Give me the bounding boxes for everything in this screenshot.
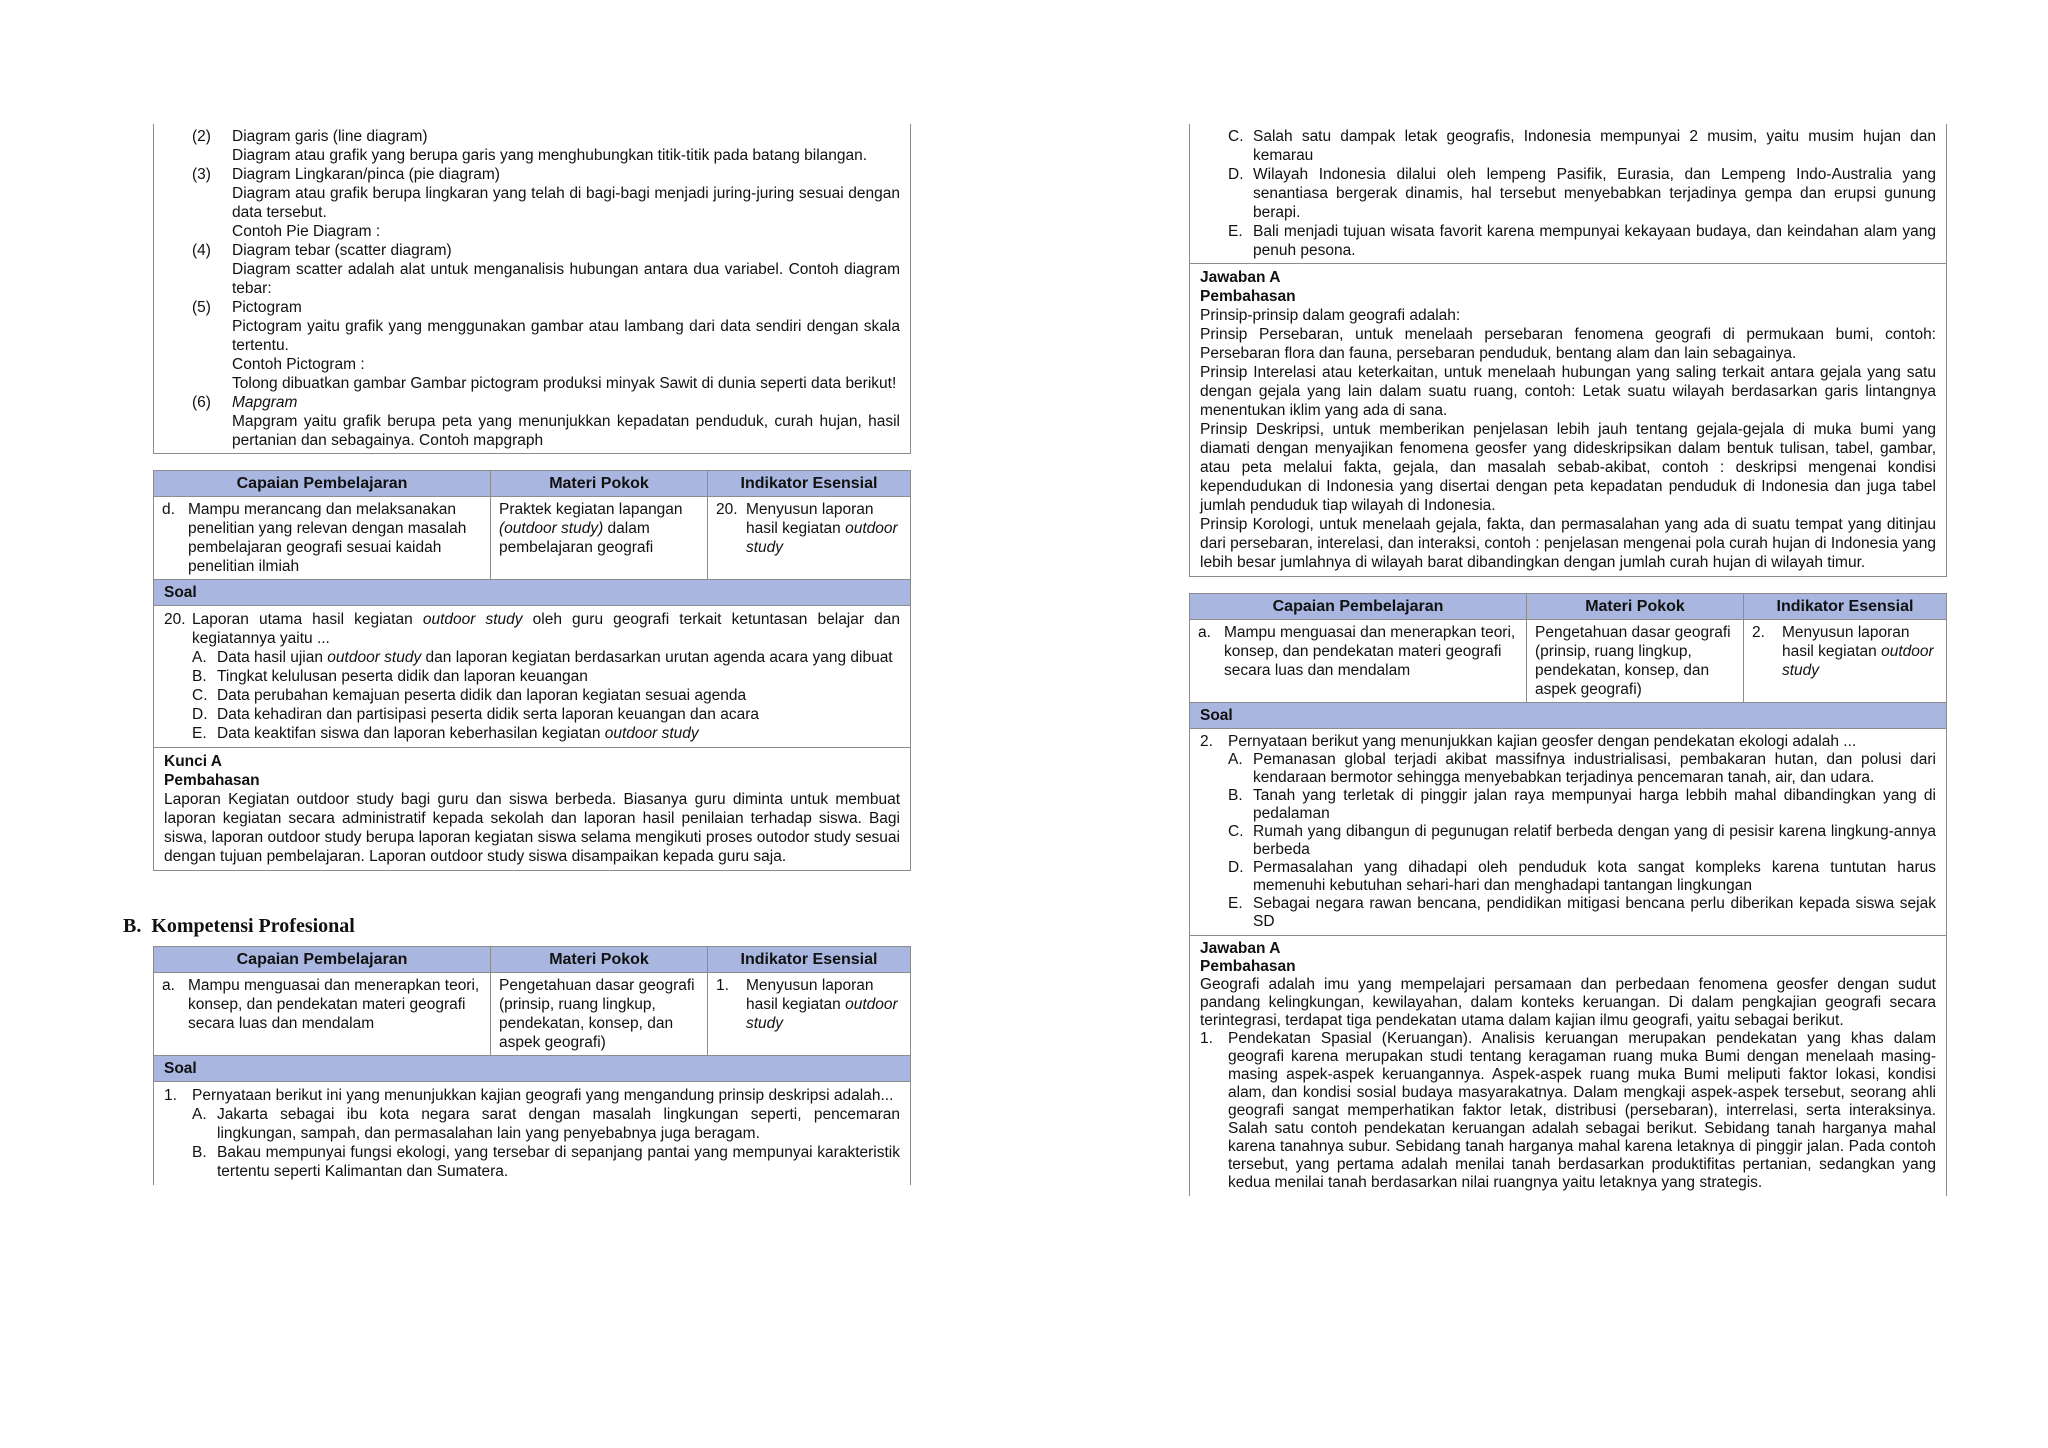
- answer-key: Jawaban A: [1200, 940, 1281, 957]
- list-item: (2) Diagram garis (line diagram) Diagram atau grafik yang berupa garis yang menghubungkan titik-titik pada batang bilangan.: [192, 128, 868, 164]
- cp-cell: d. Mampu merancang dan melaksanakan penelitian yang relevan dengan masalah pembelajaran geografi sesuai kaidah penelitian ilmiah: [154, 497, 491, 580]
- diagram-list-box: [153, 124, 911, 454]
- answer-option: D. Data kehadiran dan partisipasi peserta didik serta laporan keuangan dan acara: [192, 706, 759, 723]
- header-capaian: Capaian Pembelajaran: [154, 947, 491, 973]
- question-block: 2. Pernyataan berikut yang menunjukkan kajian geosfer dengan pendekatan ekologi adalah ... A. Pemanasan global terjadi akibat massifnya industrialisasi, pembakaran hutan, dan polusi dari kendaraan bermotor sehingga menyebabkan terjadinya pencemaran tanah, air, dan udara. B. Tanah yang terletak di pinggir jalan raya mempunyai harga lebbih mahal dibandingkan yang di pedalaman C. Rumah yang dibangun di pegunugan relatif berbeda dengan yang di pesisir karena lingkung-annya berbeda D. Permasalahan yang dihadapi oleh penduduk kota sangat kompleks karena tuntutan harus memenuhi kebutuhan sehari-hari dan menghadapi tantangan lingkungan E. Sebagai negara rawan bencana, pendidikan mitigasi bencana perlu diberikan kepada siswa sejak SD: [1189, 729, 1947, 936]
- options-continued-box: [1189, 124, 1947, 264]
- left-page: [123, 124, 911, 1185]
- answer-option: B. Tanah yang terletak di pinggir jalan raya mempunyai harga lebbih mahal dibandingkan yang di pedalaman: [1228, 787, 1936, 822]
- question-block: 20. Laporan utama hasil kegiatan outdoor study oleh guru geografi terkait ketuntasan belajar dan kegiatannya yaitu ... A. Data hasil ujian outdoor study dan laporan kegiatan berdasarkan urutan agenda acara yang dibuat B. Tingkat kelulusan peserta didik dan laporan keuangan C. Data perubahan kemajuan peserta didik dan laporan kegiatan sesuai agenda D. Data kehadiran dan partisipasi peserta didik serta laporan keuangan dan acara E. Data keaktifan siswa dan laporan keberhasilan kegiatan outdoor study: [153, 606, 911, 748]
- right-page: [1189, 124, 1947, 1196]
- cp-cell: a. Mampu menguasai dan menerapkan teori, konsep, dan pendekatan materi geografi secara luas dan mendalam: [1190, 620, 1527, 703]
- pembahasan-label: Pembahasan: [1200, 958, 1296, 975]
- list-item: (5) Pictogram Pictogram yaitu grafik yang menggunakan gambar atau lambang dari data sendiri dengan skala tertentu. Contoh Pictogram : Tolong dibuatkan gambar Gambar pictogram produksi minyak Sawit di dunia seperti data berikut!: [192, 299, 900, 392]
- header-materi: Materi Pokok: [491, 471, 708, 497]
- answer-option: C. Salah satu dampak letak geografis, Indonesia mempunyai 2 musim, yaitu musim hujan dan kemarau: [1228, 128, 1936, 164]
- header-capaian: Capaian Pembelajaran: [154, 471, 491, 497]
- header-indikator: Indikator Esensial: [708, 947, 911, 973]
- cp-cell: a. Mampu menguasai dan menerapkan teori, konsep, dan pendekatan materi geografi secara luas dan mendalam: [154, 973, 491, 1056]
- cp-table: [153, 946, 911, 1056]
- answer-option: D. Wilayah Indonesia dilalui oleh lempeng Pasifik, Eurasia, dan Lempeng Indo-Australia yang senantiasa bergerak dinamis, hal tersebut menyebabkan terjadinya gempa dan erupsi gunung berapi.: [1228, 166, 1936, 221]
- answer-option: A. Data hasil ujian outdoor study dan laporan kegiatan berdasarkan urutan agenda acara yang dibuat: [192, 649, 893, 666]
- pembahasan-text: Laporan Kegiatan outdoor study bagi guru dan siswa berbeda. Biasanya guru diminta untuk membuat laporan kegiatan secara administratif kepada sekolah dan laporan hasil penilaian terhadap siswa. Bagi siswa, laporan outdoor study berupa laporan kegiatan siswa selama mengikuti proses outodor study sesuai dengan tujuan pembelajaran. Laporan outdoor study siswa disampaikan kepada guru saja.: [164, 791, 900, 865]
- answer-explanation: Jawaban A Pembahasan Prinsip-prinsip dalam geografi adalah: Prinsip Persebaran, untuk menelaah persebaran fenomena geografi di permukaan bumi, contoh: Persebaran flora dan fauna, persebaran penduduk, bentang alam dan lain sebagainya. Prinsip Interelasi atau keterkaitan, untuk menelaah hubungan yang saling terkait antara gejala yang satu dengan gejala yang lain dalam suatu ruang, contoh: Letak suatu wilayah berdasarkan garis lintangnya menentukan iklim yang ada di sana. Prinsip Deskripsi, untuk memberikan penjelasan lebih jauh tentang gejala-gejala di muka bumi yang diamati dengan menyajikan fenomena geosfer yang dideskripsikan dalam bentuk tulisan, tabel, gambar, atau peta melalui fakta, gejala, dan masalah sebab-akibat, contoh : deskripsi mengenai kondisi kependudukan di Indonesia yang disertai dengan peta kepadatan penduduk di Indonesia dan juga tabel jumlah penduduk tiap wilayah di Indonesia. Prinsip Korologi, untuk menelaah gejala, fakta, dan permasalahan yang ada di suatu tempat yang ditinjau dari persebaran, interelasi, dan interaksi, contoh : penjelasan mengenai pola curah hujan di Indonesia yang lebih besar jumlahnya di wilayah barat dibandingkan dengan jumlah curah hujan di wilayah timur.: [1189, 264, 1947, 577]
- soal-label: Soal: [1189, 703, 1947, 729]
- pembahasan-label: Pembahasan: [1200, 288, 1296, 305]
- materi-cell: Pengetahuan dasar geografi (prinsip, ruang lingkup, pendekatan, konsep, dan aspek geografi): [491, 973, 708, 1056]
- question-block: 1. Pernyataan berikut ini yang menunjukkan kajian geografi yang mengandung prinsip deskripsi adalah... A. Jakarta sebagai ibu kota negara sarat dengan masalah lingkungan seperti, pencemaran lingkungan, sampah, dan permasalahan lain yang penyebabnya juga beragam. B. Bakau mempunyai fungsi ekologi, yang tersebar di sepanjang pantai yang mempunyai karakteristik tertentu seperti Kalimantan dan Sumatera.: [153, 1082, 911, 1185]
- header-materi: Materi Pokok: [1527, 594, 1744, 620]
- header-capaian: Capaian Pembelajaran: [1190, 594, 1527, 620]
- materi-cell: Praktek kegiatan lapangan (outdoor study) dalam pembelajaran geografi: [491, 497, 708, 580]
- cp-table: [1189, 593, 1947, 703]
- answer-option: A. Jakarta sebagai ibu kota negara sarat dengan masalah lingkungan seperti, pencemaran lingkungan, sampah, dan permasalahan lain yang penyebabnya juga beragam.: [192, 1106, 900, 1142]
- list-item: (3) Diagram Lingkaran/pinca (pie diagram) Diagram atau grafik berupa lingkaran yang telah di bagi-bagi menjadi juring-juring sesuai dengan data tersebut. Contoh Pie Diagram :: [192, 166, 900, 240]
- question-table-2: [1189, 593, 1947, 1196]
- answer-option: C. Rumah yang dibangun di pegunugan relatif berbeda dengan yang di pesisir karena lingkung-annya berbeda: [1228, 823, 1936, 858]
- answer-option: A. Pemanasan global terjadi akibat massifnya industrialisasi, pembakaran hutan, dan polusi dari kendaraan bermotor sehingga menyebabkan terjadinya pencemaran tanah, air, dan udara.: [1228, 751, 1936, 786]
- section-heading: B. Kompetensi Profesional: [123, 915, 355, 937]
- indikator-cell: 1. Menyusun laporan hasil kegiatan outdoor study: [708, 973, 911, 1056]
- list-item: (4) Diagram tebar (scatter diagram) Diagram scatter adalah alat untuk menganalisis hubungan antara dua variabel. Contoh diagram tebar:: [192, 242, 900, 297]
- soal-label: Soal: [153, 1056, 911, 1082]
- header-indikator: Indikator Esensial: [1744, 594, 1947, 620]
- materi-cell: Pengetahuan dasar geografi (prinsip, ruang lingkup, pendekatan, konsep, dan aspek geografi): [1527, 620, 1744, 703]
- answer-option: D. Permasalahan yang dihadapi oleh penduduk kota sangat kompleks karena tuntutan harus memenuhi kebutuhan sehari-hari dan menghadapi tantangan lingkungan: [1228, 859, 1936, 894]
- answer-option: C. Data perubahan kemajuan peserta didik dan laporan kegiatan sesuai agenda: [192, 687, 747, 704]
- answer-key: Jawaban A: [1200, 269, 1281, 286]
- list-item: 1. Pendekatan Spasial (Keruangan). Analisis keruangan merupakan pendekatan yang khas dalam geografi karena merupakan studi tentang keragaman ruang muka Bumi dengan menelaah masing-masing aspek-aspek keruangannya. Aspek-aspek ruang muka Bumi meliputi faktor lokasi, kondisi alam, dan kondisi sosial budaya masyarakatnya. Dalam mengkaji aspek-aspek tersebut, seorang ahli geografi sangat memperhatikan faktor letak, distribusi (persebaran), interrelasi, serta interaksinya. Salah satu contoh pendekatan keruangan adalah sebagai berikut. Sebidang tanah harganya mahal karena tanahnya subur. Sebidang tanah harganya mahal karena letaknya di pinggir jalan. Pada contoh tersebut, yang pertama adalah menilai tanah berdasarkan produktifitas pertanian, sedangkan yang kedua menilai tanah berdasarkan nilai ruangnya yaitu letaknya yang strategis.: [1200, 1030, 1936, 1191]
- answer-option: E. Bali menjadi tujuan wisata favorit karena mempunyai kekayaan budaya, dan keindahan alam yang penuh pesona.: [1228, 223, 1936, 259]
- cp-table: [153, 470, 911, 580]
- header-materi: Materi Pokok: [491, 947, 708, 973]
- answer-option: E. Sebagai negara rawan bencana, pendidikan mitigasi bencana perlu diberikan kepada siswa sejak SD: [1228, 895, 1936, 930]
- question-table-1: [153, 946, 911, 1185]
- answer-option: B. Bakau mempunyai fungsi ekologi, yang tersebar di sepanjang pantai yang mempunyai karakteristik tertentu seperti Kalimantan dan Sumatera.: [192, 1144, 900, 1180]
- answer-option: B. Tingkat kelulusan peserta didik dan laporan keuangan: [192, 668, 588, 685]
- pembahasan-label: Pembahasan: [164, 772, 260, 789]
- indikator-cell: 20. Menyusun laporan hasil kegiatan outdoor study: [708, 497, 911, 580]
- answer-explanation: Jawaban A Pembahasan Geografi adalah imu yang mempelajari persamaan dan perbedaan fenomena geosfer dengan sudut pandang kelingkungan, kewilayahan, dalam konteks keruangan. Di dalam pengkajian geografi secara terintegrasi, terdapat tiga pendekatan utama dalam kajian ilmu geografi, yaitu sebagai berikut. 1. Pendekatan Spasial (Keruangan). Analisis keruangan merupakan pendekatan yang khas dalam geografi karena merupakan studi tentang keragaman ruang muka Bumi dengan menelaah masing-masing aspek-aspek keruangannya. Aspek-aspek ruang muka Bumi meliputi faktor lokasi, kondisi alam, dan kondisi sosial budaya masyarakatnya. Dalam mengkaji aspek-aspek tersebut, seorang ahli geografi sangat memperhatikan faktor letak, distribusi (persebaran), interrelasi, serta interaksinya. Salah satu contoh pendekatan keruangan adalah sebagai berikut. Sebidang tanah harganya mahal karena tanahnya subur. Sebidang tanah harganya mahal karena letaknya di pinggir jalan. Pada contoh tersebut, yang pertama adalah menilai tanah berdasarkan produktifitas pertanian, sedangkan yang kedua menilai tanah berdasarkan nilai ruangnya yaitu letaknya yang strategis.: [1189, 936, 1947, 1196]
- question-table-20: [153, 470, 911, 871]
- list-item: (6) Mapgram Mapgram yaitu grafik berupa peta yang menunjukkan kepadatan penduduk, curah hujan, hasil pertanian dan sebagainya. Contoh mapgraph: [192, 394, 900, 449]
- answer-explanation: [153, 748, 911, 871]
- answer-option: E. Data keaktifan siswa dan laporan keberhasilan kegiatan outdoor study: [192, 725, 699, 742]
- answer-key: Kunci A: [164, 753, 222, 770]
- header-indikator: Indikator Esensial: [708, 471, 911, 497]
- indikator-cell: 2. Menyusun laporan hasil kegiatan outdoor study: [1744, 620, 1947, 703]
- soal-label: Soal: [153, 580, 911, 606]
